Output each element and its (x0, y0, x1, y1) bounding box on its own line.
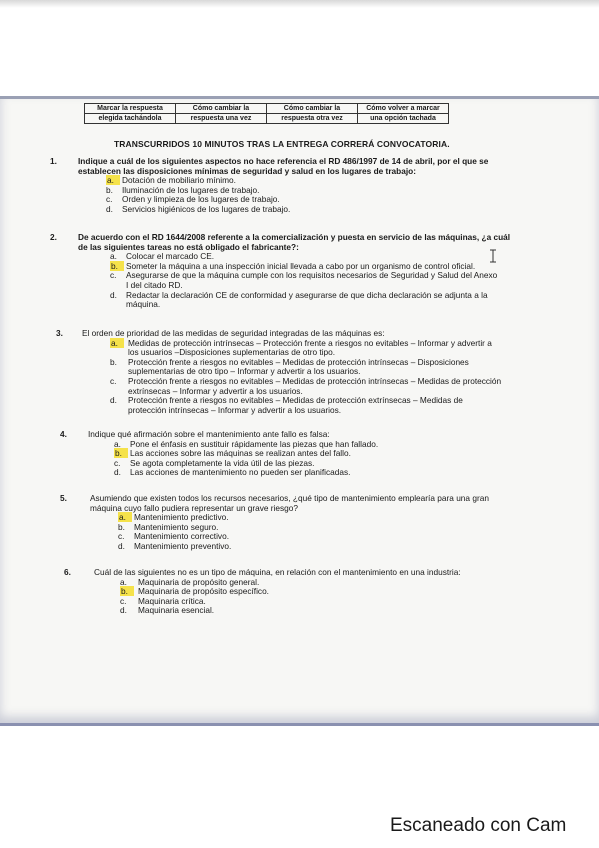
question-text-line: El orden de prioridad de las medidas de seguridad integradas de las máquinas es: (82, 328, 385, 338)
question-number: 5. (60, 493, 67, 503)
exam-header: TRANSCURRIDOS 10 MINUTOS TRAS LA ENTREGA CORRERÁ CONVOCATORIA. (114, 139, 450, 149)
answer-option-text: Las acciones sobre las máquinas se realizan antes del fallo. (130, 448, 351, 459)
legend-cell: elegida tachándola (85, 114, 176, 124)
answer-option-text: Redactar la declaración CE de conformidad y asegurarse de que dicha declaración se adjunta a la (126, 289, 488, 300)
answer-option-letter[interactable]: a. (120, 576, 127, 587)
question-text-line: De acuerdo con el RD 1644/2008 referente a la comercialización y puesta en servicio de las máquinas, ¿a cuál (78, 232, 511, 242)
legend-cell: Cómo cambiar la (176, 104, 267, 114)
answer-option-text: Mantenimiento predictivo. (134, 512, 229, 523)
question-text-line: de las siguientes tareas no está obligado el fabricante?: (78, 241, 299, 252)
answer-option-text: Maquinaria de propósito específico. (138, 586, 269, 597)
answer-option-text: I del citado RD. (126, 280, 183, 290)
question-text-line: Indique a cuál de los siguientes aspectos no hace referencia el RD 486/1997 de 14 de abril, por el que se (78, 156, 489, 166)
answer-marking-legend (84, 103, 449, 124)
answer-option-letter[interactable]: c. (106, 194, 113, 205)
answer-option-letter[interactable]: b. (114, 448, 128, 458)
question-text-line: máquina cuyo fallo pudiera representar un grave riesgo? (90, 502, 299, 513)
question-text-line: Cuál de las siguientes no es un tipo de máquina, en relación con el mantenimiento en una industria: (94, 567, 461, 577)
legend-cell: respuesta una vez (176, 114, 267, 124)
answer-option-text: Orden y limpieza de los lugares de trabajo. (122, 194, 280, 205)
answer-option-text: Protección frente a riesgos no evitables – Medidas de protección intrínsecas – Medidas de protección (128, 376, 502, 386)
answer-option-letter[interactable]: c. (110, 376, 117, 386)
legend-cell: respuesta otra vez (267, 114, 358, 124)
answer-option-text: Maquinaria de propósito general. (138, 576, 260, 587)
question-number: 1. (50, 156, 57, 166)
answer-option-text: Protección frente a riesgos no evitables – Medidas de protección extrínsecas – Medidas de (128, 395, 463, 406)
question-text-line: Indique qué afirmación sobre el mantenimiento ante fallo es falsa: (88, 429, 330, 439)
answer-option-text: protección intrínsecas – Informar y advertir a los usuarios. (128, 404, 342, 415)
answer-option-letter[interactable]: d. (110, 395, 117, 406)
scan-shadow (0, 0, 599, 8)
question-number: 2. (50, 232, 57, 242)
answer-option-letter[interactable]: a. (114, 438, 121, 449)
answer-option-letter[interactable]: b. (106, 184, 113, 195)
answer-option-letter[interactable]: d. (118, 541, 125, 551)
answer-option-letter[interactable]: c. (110, 270, 117, 281)
answer-option-letter[interactable]: a. (106, 175, 120, 185)
answer-option-text: Iluminación de los lugares de trabajo. (122, 184, 260, 195)
answer-option-text: Las acciones de mantenimiento no pueden ser planificadas. (130, 467, 351, 478)
answer-option-text: Mantenimiento seguro. (134, 521, 219, 532)
answer-option-letter[interactable]: b. (118, 521, 125, 532)
legend-cell: Marcar la respuesta (85, 104, 176, 114)
answer-option-text: Protección frente a riesgos no evitables – Medidas de protección intrínsecas – Disposiciones (128, 356, 469, 367)
answer-option-text: Mantenimiento preventivo. (134, 541, 232, 551)
legend-cell: una opción tachada (358, 114, 449, 124)
answer-option-letter[interactable]: c. (118, 531, 125, 542)
answer-option-letter[interactable]: d. (120, 605, 127, 616)
answer-option-text: Mantenimiento correctivo. (134, 531, 229, 542)
answer-option-letter[interactable]: d. (110, 289, 117, 300)
answer-option-text: máquina. (126, 299, 161, 310)
answer-option-text: Colocar el marcado CE. (126, 251, 215, 262)
question-number: 4. (60, 429, 67, 439)
answer-option-letter[interactable]: b. (110, 356, 117, 367)
answer-option-text: extrínsecas – Informar y advertir a los usuarios. (128, 385, 303, 396)
answer-option-text: Medidas de protección intrínsecas – Protección frente a riesgos no evitables – Informar y advertir a (128, 337, 492, 348)
answer-option-letter[interactable]: c. (120, 595, 127, 606)
answer-option-text: Pone el énfasis en sustituir rápidamente las piezas que han fallado. (130, 438, 379, 449)
answer-option-text: Se agota completamente la vida útil de las piezas. (130, 457, 315, 468)
text-cursor-icon (488, 249, 498, 263)
question-text-line: establecen las disposiciones mínimas de seguridad y salud en los lugares de trabajo: (78, 165, 416, 176)
answer-option-text: suplementarias de otro tipo – Informar y advertir a los usuarios. (128, 366, 361, 377)
answer-option-text: los usuarios –Disposiciones suplementarias de otro tipo. (128, 347, 336, 358)
answer-option-letter[interactable]: d. (114, 467, 121, 478)
answer-option-text: Asegurarse de que la máquina cumple con los requisitos necesarios de Seguridad y Salud del Anexo (126, 270, 498, 281)
scanner-watermark-text: Escaneado con Cam (390, 815, 567, 836)
answer-option-letter[interactable]: d. (106, 204, 113, 214)
scanned-exam-page (0, 96, 599, 726)
answer-option-letter[interactable]: a. (110, 338, 124, 348)
question-text-line: Asumiendo que existen todos los recursos necesarios, ¿qué tipo de mantenimiento emplearía para una gran (90, 493, 489, 503)
legend-cell: Cómo cambiar la (267, 104, 358, 114)
answer-option-letter[interactable]: b. (120, 586, 134, 596)
answer-option-letter[interactable]: c. (114, 457, 121, 468)
answer-option-letter[interactable]: b. (110, 261, 124, 271)
answer-option-text: Dotación de mobiliario mínimo. (122, 175, 236, 186)
answer-option-letter[interactable]: a. (110, 251, 117, 262)
question-number: 6. (64, 567, 71, 577)
answer-option-letter[interactable]: a. (118, 512, 132, 522)
legend-cell: Cómo volver a marcar (358, 104, 449, 114)
answer-option-text: Maquinaria esencial. (138, 605, 215, 616)
answer-option-text: Servicios higiénicos de los lugares de trabajo. (122, 204, 291, 214)
question-number: 3. (56, 328, 63, 338)
answer-option-text: Maquinaria crítica. (138, 595, 206, 606)
answer-option-text: Someter la máquina a una inspección inicial llevada a cabo por un organismo de control oficial. (126, 260, 476, 271)
